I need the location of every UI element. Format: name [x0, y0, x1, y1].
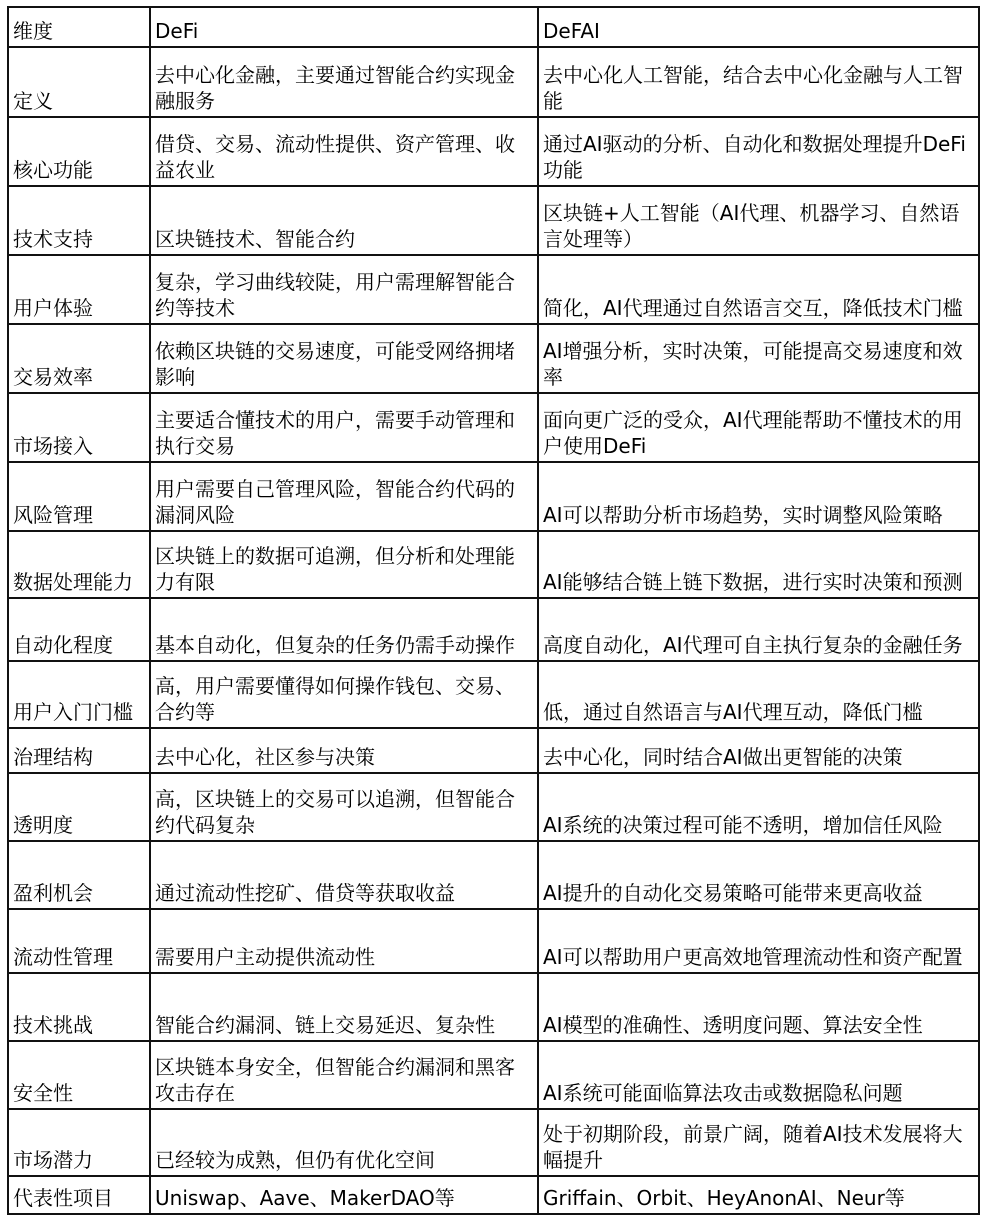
dimension-cell: 核心功能: [8, 117, 150, 186]
dimension-cell: 安全性: [8, 1041, 150, 1109]
header-cell-defi: DeFi: [150, 7, 538, 47]
table-row: [8, 1109, 979, 1176]
table-row: [8, 393, 979, 462]
table-row: [8, 728, 979, 773]
defai-cell: AI系统的决策过程可能不透明，增加信任风险: [538, 773, 979, 841]
defi-cell: 用户需要自己管理风险，智能合约代码的漏洞风险: [150, 462, 538, 531]
table-row: [8, 462, 979, 531]
defi-cell: 需要用户主动提供流动性: [150, 909, 538, 973]
defai-cell: 低，通过自然语言与AI代理互动，降低门槛: [538, 661, 979, 728]
dimension-cell: 市场接入: [8, 393, 150, 462]
table-row: [8, 531, 979, 598]
defi-cell: 基本自动化，但复杂的任务仍需手动操作: [150, 598, 538, 661]
table-row: [8, 973, 979, 1041]
table-body: [8, 7, 979, 1214]
defi-cell: 高，用户需要懂得如何操作钱包、交易、合约等: [150, 661, 538, 728]
defi-cell: 区块链上的数据可追溯，但分析和处理能力有限: [150, 531, 538, 598]
table-row: [8, 598, 979, 661]
table-row: [8, 909, 979, 973]
defai-cell: 区块链+人工智能（AI代理、机器学习、自然语言处理等）: [538, 186, 979, 255]
header-cell-dimension: 维度: [8, 7, 150, 47]
dimension-cell: 市场潜力: [8, 1109, 150, 1176]
dimension-cell: 用户入门门槛: [8, 661, 150, 728]
table-row: [8, 324, 979, 393]
defai-cell: 去中心化人工智能，结合去中心化金融与人工智能: [538, 47, 979, 117]
dimension-cell: 风险管理: [8, 462, 150, 531]
dimension-cell: 盈利机会: [8, 841, 150, 909]
table-row: [8, 661, 979, 728]
defi-cell: 复杂，学习曲线较陡，用户需理解智能合约等技术: [150, 255, 538, 324]
defi-cell: 区块链本身安全，但智能合约漏洞和黑客攻击存在: [150, 1041, 538, 1109]
table-row: [8, 841, 979, 909]
defai-cell: Griffain、Orbit、HeyAnonAI、Neur等: [538, 1176, 979, 1214]
comparison-table: [7, 6, 980, 1215]
dimension-cell: 治理结构: [8, 728, 150, 773]
defai-cell: 处于初期阶段，前景广阔，随着AI技术发展将大幅提升: [538, 1109, 979, 1176]
defi-cell: 高，区块链上的交易可以追溯，但智能合约代码复杂: [150, 773, 538, 841]
defi-cell: 依赖区块链的交易速度，可能受网络拥堵影响: [150, 324, 538, 393]
dimension-cell: 代表性项目: [8, 1176, 150, 1214]
defai-cell: 简化，AI代理通过自然语言交互，降低技术门槛: [538, 255, 979, 324]
defai-cell: AI系统可能面临算法攻击或数据隐私问题: [538, 1041, 979, 1109]
header-cell-defai: DeFAI: [538, 7, 979, 47]
table-row: [8, 255, 979, 324]
defi-cell: Uniswap、Aave、MakerDAO等: [150, 1176, 538, 1214]
dimension-cell: 技术挑战: [8, 973, 150, 1041]
defai-cell: AI可以帮助用户更高效地管理流动性和资产配置: [538, 909, 979, 973]
dimension-cell: 技术支持: [8, 186, 150, 255]
defai-cell: AI模型的准确性、透明度问题、算法安全性: [538, 973, 979, 1041]
table-row: [8, 1041, 979, 1109]
defi-cell: 区块链技术、智能合约: [150, 186, 538, 255]
defi-cell: 主要适合懂技术的用户，需要手动管理和执行交易: [150, 393, 538, 462]
table-row: [8, 47, 979, 117]
header-row: [8, 7, 979, 47]
defai-cell: AI可以帮助分析市场趋势，实时调整风险策略: [538, 462, 979, 531]
dimension-cell: 流动性管理: [8, 909, 150, 973]
defai-cell: AI增强分析，实时决策，可能提高交易速度和效率: [538, 324, 979, 393]
defi-cell: 智能合约漏洞、链上交易延迟、复杂性: [150, 973, 538, 1041]
defai-cell: AI能够结合链上链下数据，进行实时决策和预测: [538, 531, 979, 598]
dimension-cell: 交易效率: [8, 324, 150, 393]
defai-cell: 通过AI驱动的分析、自动化和数据处理提升DeFi功能: [538, 117, 979, 186]
defi-cell: 通过流动性挖矿、借贷等获取收益: [150, 841, 538, 909]
dimension-cell: 定义: [8, 47, 150, 117]
defi-cell: 去中心化，社区参与决策: [150, 728, 538, 773]
defi-cell: 借贷、交易、流动性提供、资产管理、收益农业: [150, 117, 538, 186]
dimension-cell: 透明度: [8, 773, 150, 841]
table-row: [8, 186, 979, 255]
dimension-cell: 数据处理能力: [8, 531, 150, 598]
defi-cell: 已经较为成熟，但仍有优化空间: [150, 1109, 538, 1176]
defai-cell: 去中心化，同时结合AI做出更智能的决策: [538, 728, 979, 773]
table-row: [8, 1176, 979, 1214]
defai-cell: 高度自动化，AI代理可自主执行复杂的金融任务: [538, 598, 979, 661]
defi-cell: 去中心化金融，主要通过智能合约实现金融服务: [150, 47, 538, 117]
defai-cell: 面向更广泛的受众，AI代理能帮助不懂技术的用户使用DeFi: [538, 393, 979, 462]
table-row: [8, 773, 979, 841]
table-row: [8, 117, 979, 186]
dimension-cell: 自动化程度: [8, 598, 150, 661]
defai-cell: AI提升的自动化交易策略可能带来更高收益: [538, 841, 979, 909]
dimension-cell: 用户体验: [8, 255, 150, 324]
